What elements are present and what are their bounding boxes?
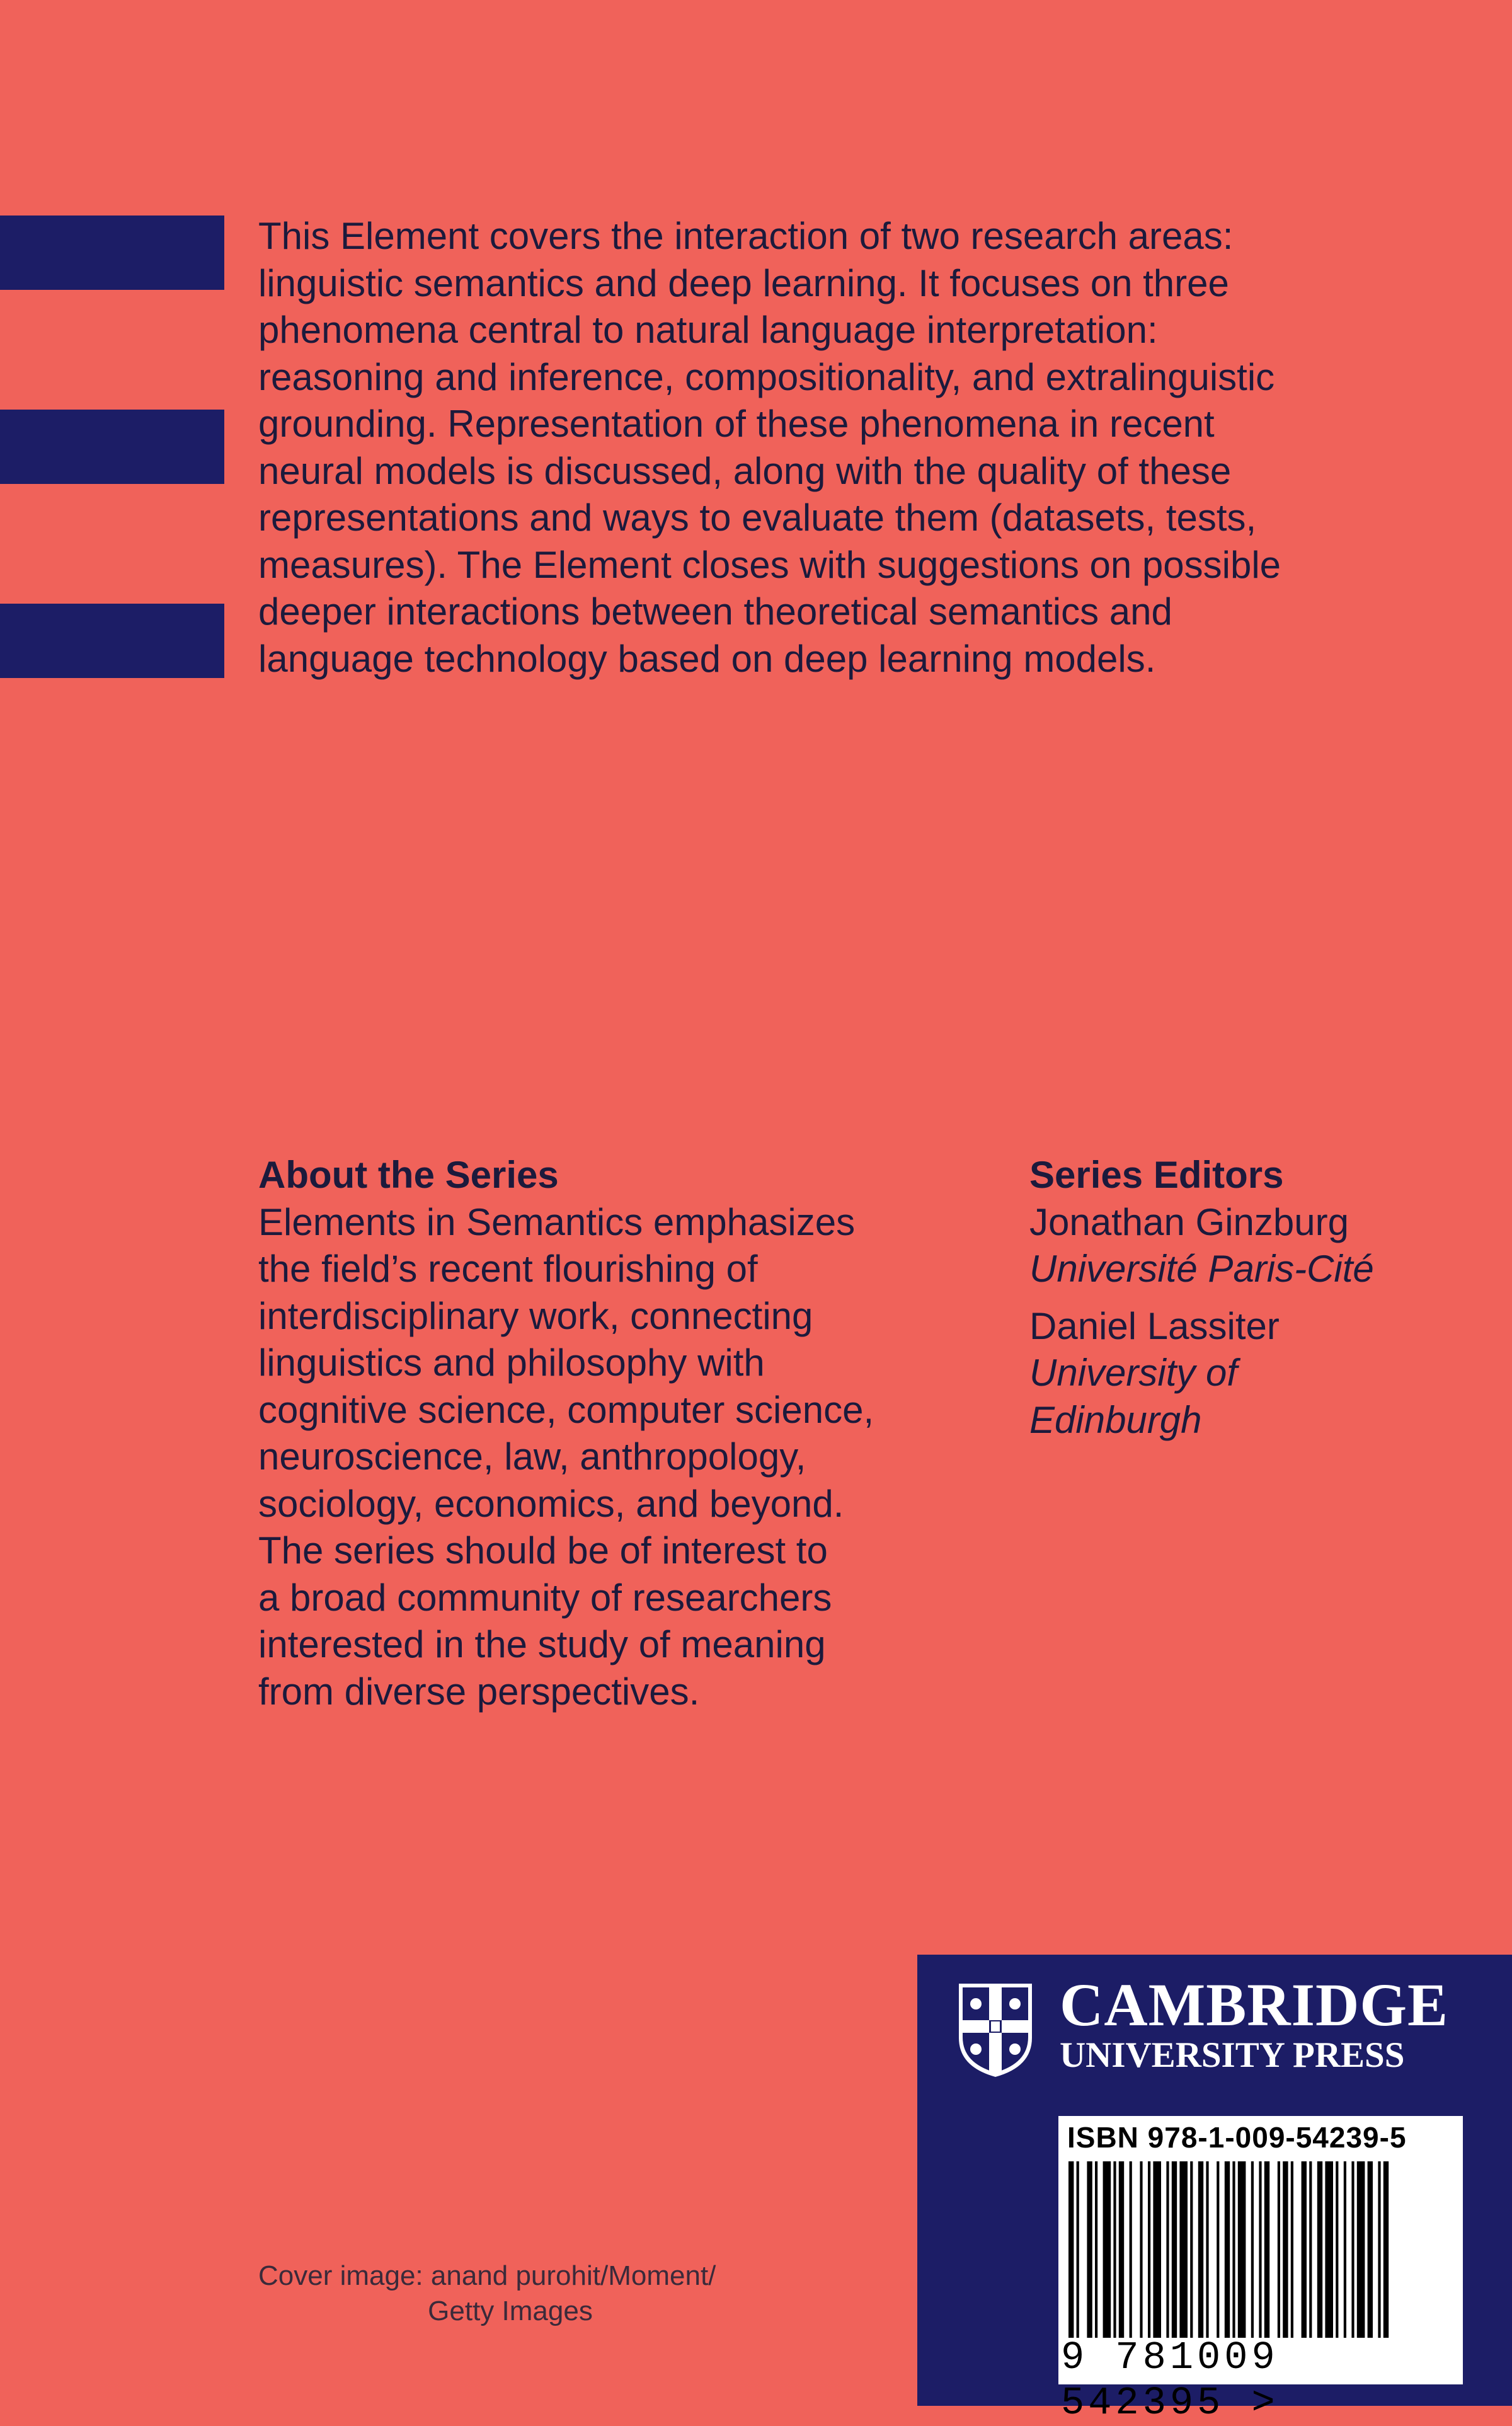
barcode-number: 9 781009 542395 > (1061, 2335, 1279, 2425)
isbn-label: ISBN 978-1-009-54239-5 (1067, 2121, 1407, 2154)
publisher-name: CAMBRIDGE (1060, 1971, 1449, 2038)
cambridge-crest-icon (956, 1981, 1034, 2079)
blurb-line: This Element covers the interaction of two research areas: (258, 215, 1234, 257)
blurb-line: reasoning and inference, compositionality, and extralinguistic (258, 355, 1275, 398)
affiliation-line: Edinburgh (1029, 1398, 1202, 1441)
about-series-text (258, 1199, 951, 1716)
about-line: from diverse perspectives. (258, 1670, 700, 1713)
about-line: Elements in Semantics emphasizes (258, 1200, 856, 1243)
about-series-section (258, 1152, 951, 1715)
credit-line: Cover image: anand purohit/Moment/ (258, 2260, 716, 2291)
about-series-heading: About the Series (258, 1154, 559, 1196)
blurb-line: deeper interactions between theoretical semantics and (258, 590, 1172, 633)
about-line: interested in the study of meaning (258, 1623, 826, 1665)
cover-image-credit (258, 2258, 762, 2329)
blurb-line: language technology based on deep learning models. (258, 637, 1156, 680)
blurb-line: neural models is discussed, along with the quality of these (258, 449, 1232, 492)
about-line: the field’s recent flourishing of (258, 1248, 758, 1290)
editor-affiliation (1029, 1350, 1470, 1444)
about-line: linguistics and philosophy with (258, 1342, 765, 1384)
barcode-icon (1065, 2161, 1458, 2338)
about-line: a broad community of researchers (258, 1576, 832, 1619)
series-editors-heading: Series Editors (1029, 1154, 1284, 1196)
decorative-bar-2 (0, 410, 224, 484)
about-line: interdisciplinary work, connecting (258, 1294, 813, 1337)
editor-affiliation (1029, 1246, 1470, 1293)
blurb-line: phenomena central to natural language interpretation: (258, 309, 1158, 351)
decorative-bar-1 (0, 216, 224, 290)
credit-line: Getty Images (428, 2296, 593, 2326)
about-line: sociology, economics, and beyond. (258, 1482, 844, 1525)
editor-name: Daniel Lassiter (1029, 1304, 1280, 1347)
editor-name: Jonathan Ginzburg (1029, 1200, 1349, 1243)
blurb-line: measures). The Element closes with suggestions on possible (258, 543, 1281, 586)
publisher-subname: UNIVERSITY PRESS (1060, 2035, 1405, 2075)
decorative-bar-3 (0, 604, 224, 678)
publisher-block (917, 1955, 1512, 2425)
about-line: neuroscience, law, anthropology, (258, 1435, 806, 1478)
isbn-barcode (1058, 2116, 1463, 2425)
book-blurb (258, 213, 1392, 682)
blurb-line: linguistic semantics and deep learning. It focuses on three (258, 262, 1229, 304)
affiliation-line: Université Paris-Cité (1029, 1248, 1374, 1290)
about-line: The series should be of interest to (258, 1529, 828, 1572)
about-line: cognitive science, computer science, (258, 1388, 874, 1431)
affiliation-line: University of (1029, 1352, 1238, 1394)
series-editors-section (1029, 1152, 1470, 1454)
blurb-line: representations and ways to evaluate them (datasets, tests, (258, 497, 1257, 539)
blurb-line: grounding. Representation of these phenomena in recent (258, 403, 1215, 445)
